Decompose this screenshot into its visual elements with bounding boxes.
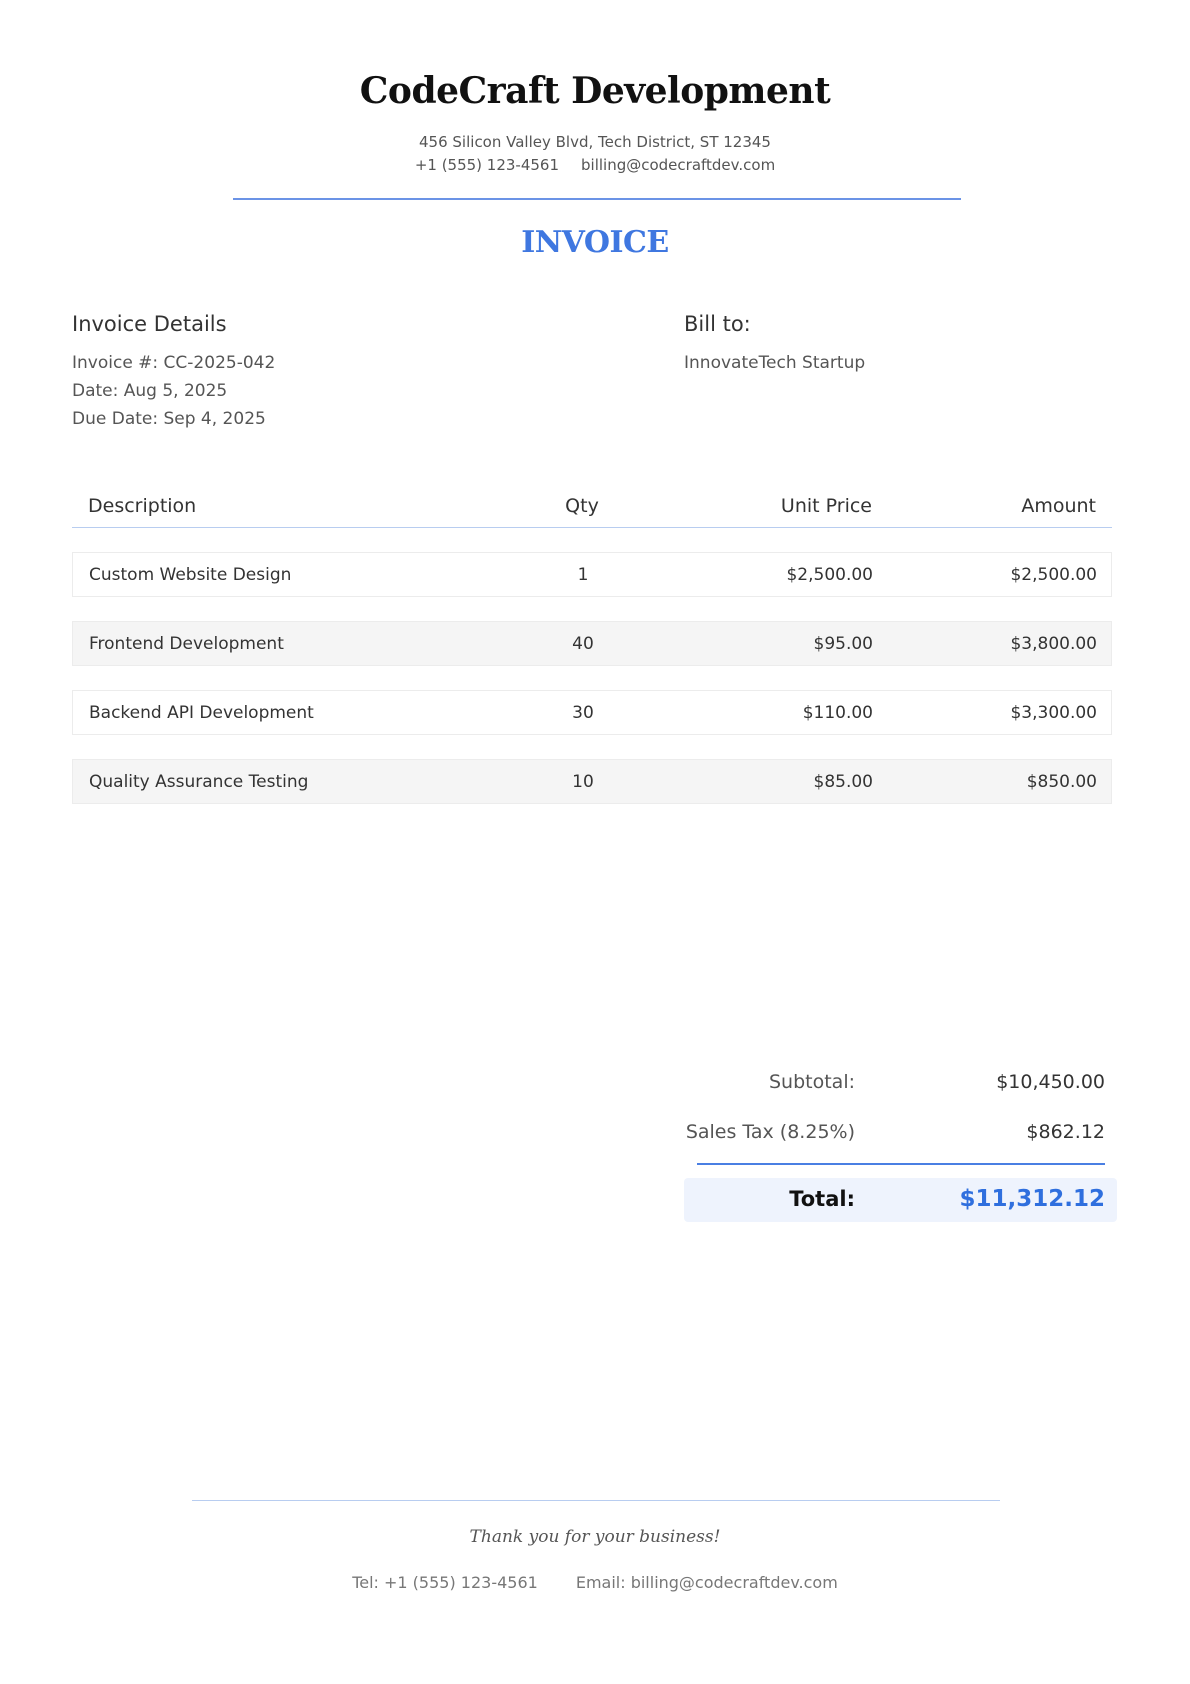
tax-value: $862.12 [1026, 1121, 1105, 1143]
bill-to-client: InnovateTech Startup [684, 353, 866, 373]
row-qty: 10 [572, 771, 594, 792]
row-unit-price: $85.00 [813, 771, 873, 792]
invoice-due-date: Due Date: Sep 4, 2025 [72, 409, 266, 429]
totals-divider [697, 1163, 1105, 1165]
footer-tel: Tel: +1 (555) 123-4561 [352, 1573, 538, 1592]
company-email: billing@codecraftdev.com [581, 156, 776, 174]
subtotal-label: Subtotal: [768, 1071, 855, 1093]
total-value: $11,312.12 [959, 1186, 1105, 1212]
subtotal-value: $10,450.00 [996, 1071, 1105, 1093]
row-qty: 30 [572, 702, 594, 723]
header-divider [233, 198, 961, 200]
footer-divider [192, 1500, 1000, 1501]
table-row [72, 690, 1112, 735]
row-description: Frontend Development [89, 633, 284, 654]
table-row [72, 759, 1112, 804]
tax-label: Sales Tax (8.25%) [685, 1121, 855, 1143]
header-qty: Qty [565, 495, 599, 517]
total-label: Total: [789, 1187, 855, 1211]
invoice-number: Invoice #: CC-2025-042 [72, 353, 276, 373]
row-amount: $850.00 [1026, 771, 1097, 792]
footer-email: Email: billing@codecraftdev.com [575, 1573, 838, 1592]
company-phone: +1 (555) 123-4561 [414, 156, 560, 174]
document-title: INVOICE [521, 225, 669, 260]
row-description: Backend API Development [89, 702, 314, 723]
row-unit-price: $95.00 [813, 633, 873, 654]
header-description: Description [88, 495, 197, 517]
row-qty: 1 [577, 564, 589, 585]
invoice-date: Date: Aug 5, 2025 [72, 381, 228, 401]
line-items-table [72, 485, 1112, 804]
company-address: 456 Silicon Valley Blvd, Tech District, ST 12345 [419, 133, 771, 151]
footer-contact [0, 1573, 1190, 1592]
bill-to-heading: Bill to: [684, 312, 751, 336]
row-unit-price: $2,500.00 [786, 564, 873, 585]
row-description: Quality Assurance Testing [89, 771, 309, 792]
company-contact [0, 156, 1190, 174]
header-unit-price: Unit Price [780, 495, 872, 517]
row-unit-price: $110.00 [802, 702, 873, 723]
row-amount: $3,300.00 [1010, 702, 1097, 723]
row-amount: $2,500.00 [1010, 564, 1097, 585]
row-qty: 40 [572, 633, 594, 654]
header-amount: Amount [1021, 495, 1096, 517]
row-amount: $3,800.00 [1010, 633, 1097, 654]
invoice-details-heading: Invoice Details [72, 312, 227, 336]
table-row [72, 552, 1112, 597]
table-row [72, 621, 1112, 666]
company-name: CodeCraft Development [359, 70, 831, 112]
row-description: Custom Website Design [89, 564, 292, 585]
thank-you-note: Thank you for your business! [469, 1527, 721, 1547]
table-header [72, 485, 1112, 528]
